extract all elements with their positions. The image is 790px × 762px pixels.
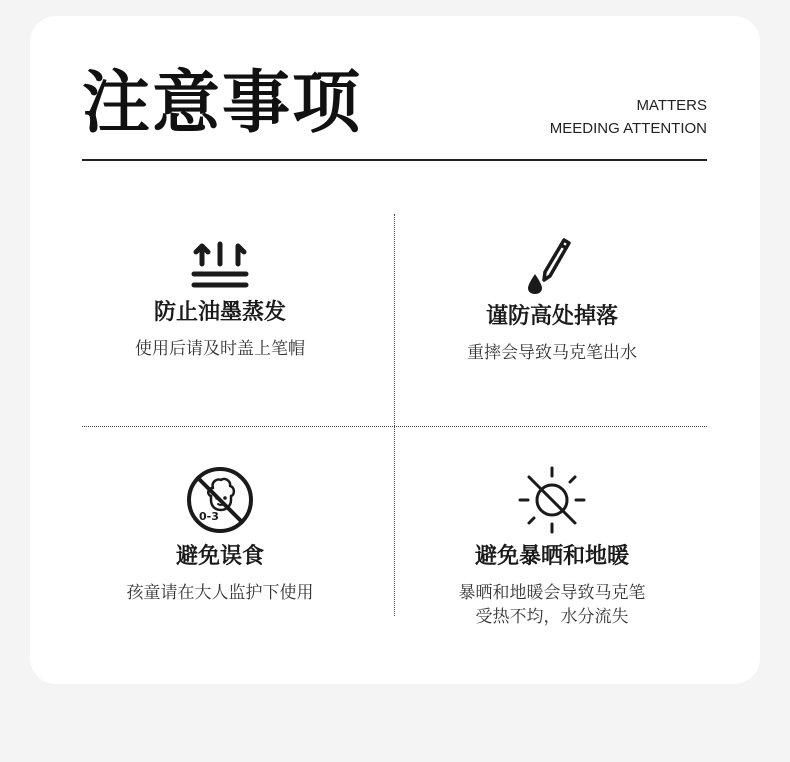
no-children-icon (185, 466, 255, 534)
item-title: 防止油墨蒸发 (153, 300, 286, 325)
notice-item-drop (402, 234, 702, 365)
notice-card (30, 16, 760, 684)
evaporation-icon (190, 238, 250, 290)
item-description (402, 581, 702, 629)
header-divider (82, 159, 707, 161)
item-title: 避免误食 (175, 544, 264, 569)
notice-item-evaporation (70, 238, 370, 361)
subtitle-line-1: MATTERS (636, 97, 707, 114)
horizontal-dotted-divider (82, 426, 707, 427)
item-title: 避免暴晒和地暖 (474, 544, 629, 569)
item-description: 孩童请在大人监护下使用 (126, 583, 314, 603)
notice-item-swallow (70, 466, 370, 605)
item-description: 重摔会导致马克笔出水 (467, 343, 637, 363)
no-sun-icon (515, 466, 589, 534)
page-title: 注意事项 (82, 64, 363, 143)
age-label: 0-3 (199, 510, 219, 523)
description-line-1: 暴晒和地暖会导致马克笔 (458, 583, 646, 603)
item-description: 使用后请及时盖上笔帽 (135, 339, 305, 359)
page-subtitle (550, 94, 707, 140)
description-line-2: 受热不均，水分流失 (475, 607, 629, 627)
item-title: 谨防高处掉落 (485, 304, 618, 329)
vertical-dotted-divider (394, 214, 395, 616)
subtitle-line-2: MEEDING ATTENTION (549, 120, 707, 137)
pen-drop-icon (522, 234, 582, 294)
notice-item-heat (402, 466, 702, 629)
